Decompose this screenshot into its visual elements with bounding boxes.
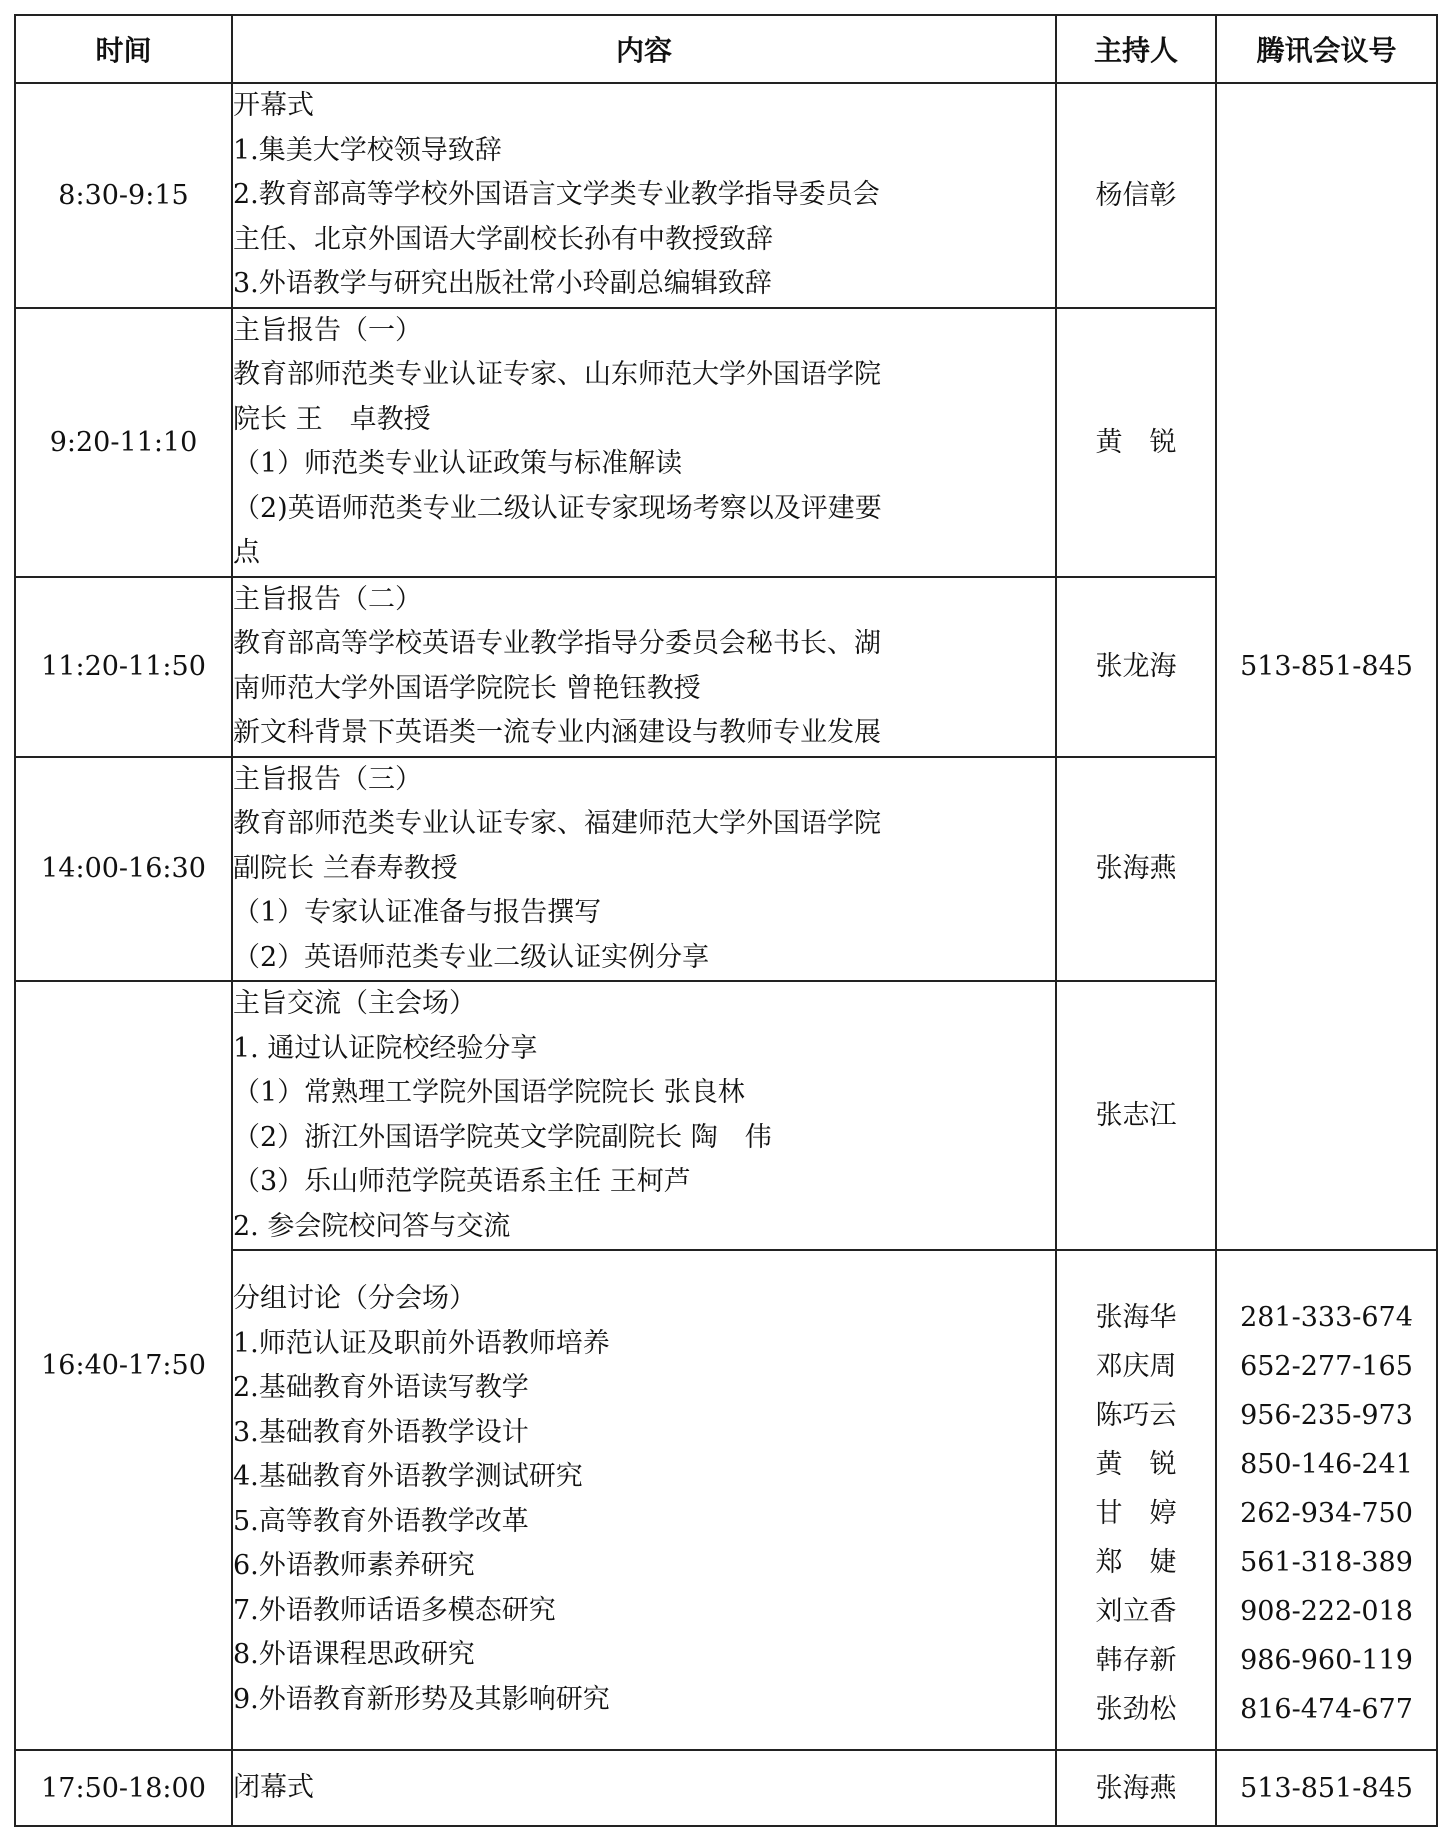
host-name: 陈巧云 xyxy=(1095,1399,1177,1431)
meeting-id: 816-474-677 xyxy=(1240,1693,1413,1725)
table-row xyxy=(15,83,1437,308)
content-cell: 闭幕式 xyxy=(232,1750,1056,1826)
host-cell: 张海燕 xyxy=(1056,757,1216,982)
content-line: 南师范大学外国语学院院长 曾艳钰教授 xyxy=(233,672,701,704)
header-row xyxy=(15,15,1437,83)
content-line: 分组讨论（分会场） xyxy=(233,1283,476,1314)
content-line: 3.外语教学与研究出版社常小玲副总编辑致辞 xyxy=(233,268,772,299)
header-host: 主持人 xyxy=(1056,15,1216,83)
time-cell: 11:20-11:50 xyxy=(15,577,232,757)
host-cell: 黄 锐 xyxy=(1056,308,1216,577)
time-cell: 16:40-17:50 xyxy=(15,981,232,1750)
meeting-id: 513-851-845 xyxy=(1216,1750,1437,1826)
meeting-id: 986-960-119 xyxy=(1240,1644,1413,1676)
host-cell: 杨信彰 xyxy=(1056,83,1216,308)
content-line: 7.外语教师话语多模态研究 xyxy=(233,1594,556,1626)
content-line: 主旨报告（二） xyxy=(233,583,422,615)
content-line: 1.师范认证及职前外语教师培养 xyxy=(233,1327,610,1359)
host-cell: 张海燕 xyxy=(1056,1750,1216,1826)
meeting-id: 908-222-018 xyxy=(1240,1595,1413,1627)
content-line: 9.外语教育新形势及其影响研究 xyxy=(233,1683,610,1715)
meeting-id: 956-235-973 xyxy=(1240,1399,1413,1431)
host-cell: 张志江 xyxy=(1056,981,1216,1250)
host-name: 郑 婕 xyxy=(1095,1546,1177,1578)
content-cell xyxy=(232,981,1056,1250)
host-name: 甘 婷 xyxy=(1095,1497,1177,1529)
host-name: 邓庆周 xyxy=(1095,1350,1177,1382)
header-meeting: 腾讯会议号 xyxy=(1216,15,1437,83)
content-line: 副院长 兰春寿教授 xyxy=(233,852,458,884)
host-cell: 张龙海 xyxy=(1056,577,1216,757)
meeting-id: 262-934-750 xyxy=(1240,1497,1413,1529)
content-line: 1. 通过认证院校经验分享 xyxy=(233,1032,538,1064)
host-name: 韩存新 xyxy=(1095,1644,1177,1676)
content-line: 6.外语教师素养研究 xyxy=(233,1550,475,1581)
meeting-id: 850-146-241 xyxy=(1240,1448,1413,1480)
header-time: 时间 xyxy=(15,15,232,83)
content-line: （2)英语师范类专业二级认证专家现场考察以及评建要 xyxy=(233,492,882,524)
content-cell xyxy=(232,757,1056,982)
time-cell: 8:30-9:15 xyxy=(15,83,232,308)
content-line: （2）英语师范类专业二级认证实例分享 xyxy=(233,941,710,973)
content-line: 点 xyxy=(233,537,260,568)
content-line: 主任、北京外国语大学副校长孙有中教授致辞 xyxy=(233,223,773,255)
content-line: 教育部高等学校英语专业教学指导分委员会秘书长、湖 xyxy=(233,628,881,659)
meeting-id: 652-277-165 xyxy=(1240,1350,1413,1382)
content-line: （3）乐山师范学院英语系主任 王柯芦 xyxy=(233,1166,691,1197)
host-name: 张海华 xyxy=(1095,1301,1177,1333)
content-line: 教育部师范类专业认证专家、福建师范大学外国语学院 xyxy=(233,808,881,839)
content-cell xyxy=(232,308,1056,577)
content-line: （1）常熟理工学院外国语学院院长 张良林 xyxy=(233,1077,745,1108)
content-line: 主旨报告（一） xyxy=(233,314,422,346)
content-line: 5.高等教育外语教学改革 xyxy=(233,1505,529,1537)
content-line: 开幕式 xyxy=(233,90,314,121)
time-cell: 9:20-11:10 xyxy=(15,308,232,577)
content-line: （2）浙江外国语学院英文学院副院长 陶 伟 xyxy=(233,1121,772,1153)
content-line: 8.外语课程思政研究 xyxy=(233,1639,475,1670)
content-line: 新文科背景下英语类一流专业内涵建设与教师专业发展 xyxy=(233,717,881,748)
breakout-hosts-cell xyxy=(1056,1250,1216,1750)
content-line: 院长 王 卓教授 xyxy=(233,403,431,435)
content-cell xyxy=(232,577,1056,757)
content-line: 主旨报告（三） xyxy=(233,763,422,795)
breakout-meeting-cell xyxy=(1216,1250,1437,1750)
host-name: 刘立香 xyxy=(1095,1595,1177,1627)
content-line: 主旨交流（主会场） xyxy=(233,988,476,1019)
main-meeting-id: 513-851-845 xyxy=(1216,83,1437,1250)
content-line: 2.教育部高等学校外国语言文学类专业教学指导委员会 xyxy=(233,179,880,210)
closing-row xyxy=(15,1750,1437,1826)
time-cell: 14:00-16:30 xyxy=(15,757,232,982)
schedule-table xyxy=(14,14,1438,1827)
header-content: 内容 xyxy=(232,15,1056,83)
content-line: （1）专家认证准备与报告撰写 xyxy=(233,897,602,928)
content-line: 2.基础教育外语读写教学 xyxy=(233,1372,529,1403)
content-line: 2. 参会院校问答与交流 xyxy=(233,1210,511,1242)
host-name: 黄 锐 xyxy=(1095,1448,1177,1480)
breakout-content-cell xyxy=(232,1250,1056,1750)
content-line: （1）师范类专业认证政策与标准解读 xyxy=(233,448,683,479)
content-cell xyxy=(232,83,1056,308)
content-line: 教育部师范类专业认证专家、山东师范大学外国语学院 xyxy=(233,359,881,390)
content-line: 3.基础教育外语教学设计 xyxy=(233,1416,529,1448)
host-name: 张劲松 xyxy=(1095,1693,1177,1725)
time-cell: 17:50-18:00 xyxy=(15,1750,232,1826)
content-line: 4.基础教育外语教学测试研究 xyxy=(233,1461,583,1492)
content-line: 1.集美大学校领导致辞 xyxy=(233,134,502,166)
meeting-id: 561-318-389 xyxy=(1240,1546,1413,1578)
meeting-id: 281-333-674 xyxy=(1240,1301,1413,1333)
